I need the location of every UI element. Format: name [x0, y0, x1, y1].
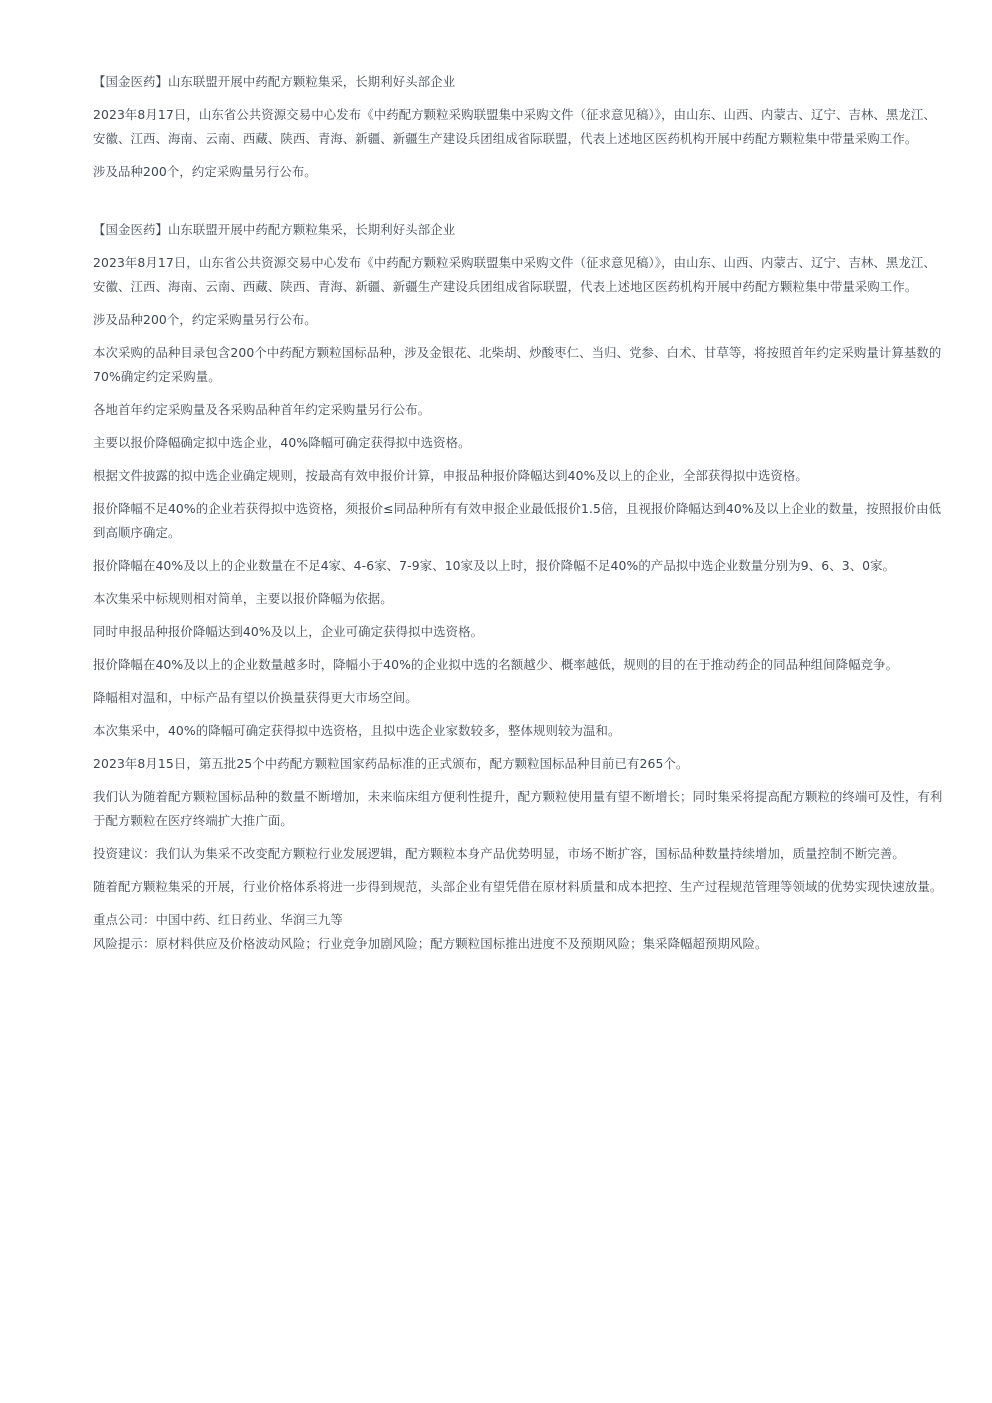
- paragraph: 随着配方颗粒集采的开展，行业价格体系将进一步得到规范，头部企业有望凭借在原材料质量和成本把控、生产过程规范管理等领域的优势实现快速放量。: [93, 879, 943, 894]
- paragraph: 同时申报品种报价降幅达到40%及以上，企业可确定获得拟中选资格。: [93, 624, 484, 639]
- paragraph: 主要以报价降幅确定拟中选企业，40%降幅可确定获得拟中选资格。: [93, 435, 471, 450]
- section-1-title: 【国金医药】山东联盟开展中药配方颗粒集采，长期利好头部企业: [93, 74, 456, 89]
- section-2: [93, 218, 945, 956]
- investment-advice: 投资建议：我们认为集采不改变配方颗粒行业发展逻辑，配方颗粒本身产品优势明显，市场不断扩容，国标品种数量持续增加，质量控制不断完善。: [93, 846, 905, 861]
- paragraph: 涉及品种200个，约定采购量另行公布。: [93, 164, 317, 179]
- paragraph: 降幅相对温和，中标产品有望以价换量获得更大市场空间。: [93, 690, 418, 705]
- section-1: [93, 70, 945, 184]
- paragraph: 涉及品种200个，约定采购量另行公布。: [93, 312, 317, 327]
- section-divider-space: [93, 193, 945, 218]
- paragraph: 本次集采中，40%的降幅可确定获得拟中选资格，且拟中选企业家数较多，整体规则较为温和。: [93, 723, 621, 738]
- paragraph: 各地首年约定采购量及各采购品种首年约定采购量另行公布。: [93, 402, 431, 417]
- paragraph: 2023年8月17日，山东省公共资源交易中心发布《中药配方颗粒采购联盟集中采购文件（征求意见稿）》，由山东、山西、内蒙古、辽宁、吉林、黑龙江、安徽、江西、海南、云南、西藏、陕西、青海、新疆、新疆生产建设兵团组成省际联盟，代表上述地区医药机构开展中药配方颗粒集中带量采购工作。: [93, 107, 936, 146]
- key-companies: 重点公司：中国中药、红日药业、华润三九等: [93, 912, 343, 927]
- paragraph: 本次采购的品种目录包含200个中药配方颗粒国标品种，涉及金银花、北柴胡、炒酸枣仁、当归、党参、白术、甘草等，将按照首年约定采购量计算基数的70%确定约定采购量。: [93, 345, 942, 384]
- paragraph: 根据文件披露的拟中选企业确定规则，按最高有效申报价计算，申报品种报价降幅达到40%及以上的企业，全部获得拟中选资格。: [93, 468, 808, 483]
- risk-warning: 风险提示：原材料供应及价格波动风险；行业竞争加剧风险；配方颗粒国标推出进度不及预期风险；集采降幅超预期风险。: [93, 936, 768, 951]
- paragraph: 2023年8月15日，第五批25个中药配方颗粒国家药品标准的正式颁布，配方颗粒国标品种目前已有265个。: [93, 756, 689, 771]
- section-2-title: 【国金医药】山东联盟开展中药配方颗粒集采，长期利好头部企业: [93, 222, 456, 237]
- paragraph: 报价降幅在40%及以上的企业数量在不足4家、4-6家、7-9家、10家及以上时，报价降幅不足40%的产品拟中选企业数量分别为9、6、3、0家。: [93, 558, 896, 573]
- paragraph: 2023年8月17日，山东省公共资源交易中心发布《中药配方颗粒采购联盟集中采购文件（征求意见稿）》，由山东、山西、内蒙古、辽宁、吉林、黑龙江、安徽、江西、海南、云南、西藏、陕西、青海、新疆、新疆生产建设兵团组成省际联盟，代表上述地区医药机构开展中药配方颗粒集中带量采购工作。: [93, 255, 936, 294]
- paragraph: 本次集采中标规则相对简单，主要以报价降幅为依据。: [93, 591, 393, 606]
- paragraph: 报价降幅不足40%的企业若获得拟中选资格，须报价≤同品种所有有效申报企业最低报价1.5倍，且视报价降幅达到40%及以上企业的数量，按照报价由低到高顺序确定。: [93, 501, 942, 540]
- document-body: [93, 70, 945, 956]
- paragraph: 我们认为随着配方颗粒国标品种的数量不断增加，未来临床组方便利性提升，配方颗粒使用量有望不断增长；同时集采将提高配方颗粒的终端可及性，有利于配方颗粒在医疗终端扩大推广面。: [93, 789, 943, 828]
- paragraph: 报价降幅在40%及以上的企业数量越多时，降幅小于40%的企业拟中选的名额越少、概率越低，规则的目的在于推动药企的同品种组间降幅竞争。: [93, 657, 899, 672]
